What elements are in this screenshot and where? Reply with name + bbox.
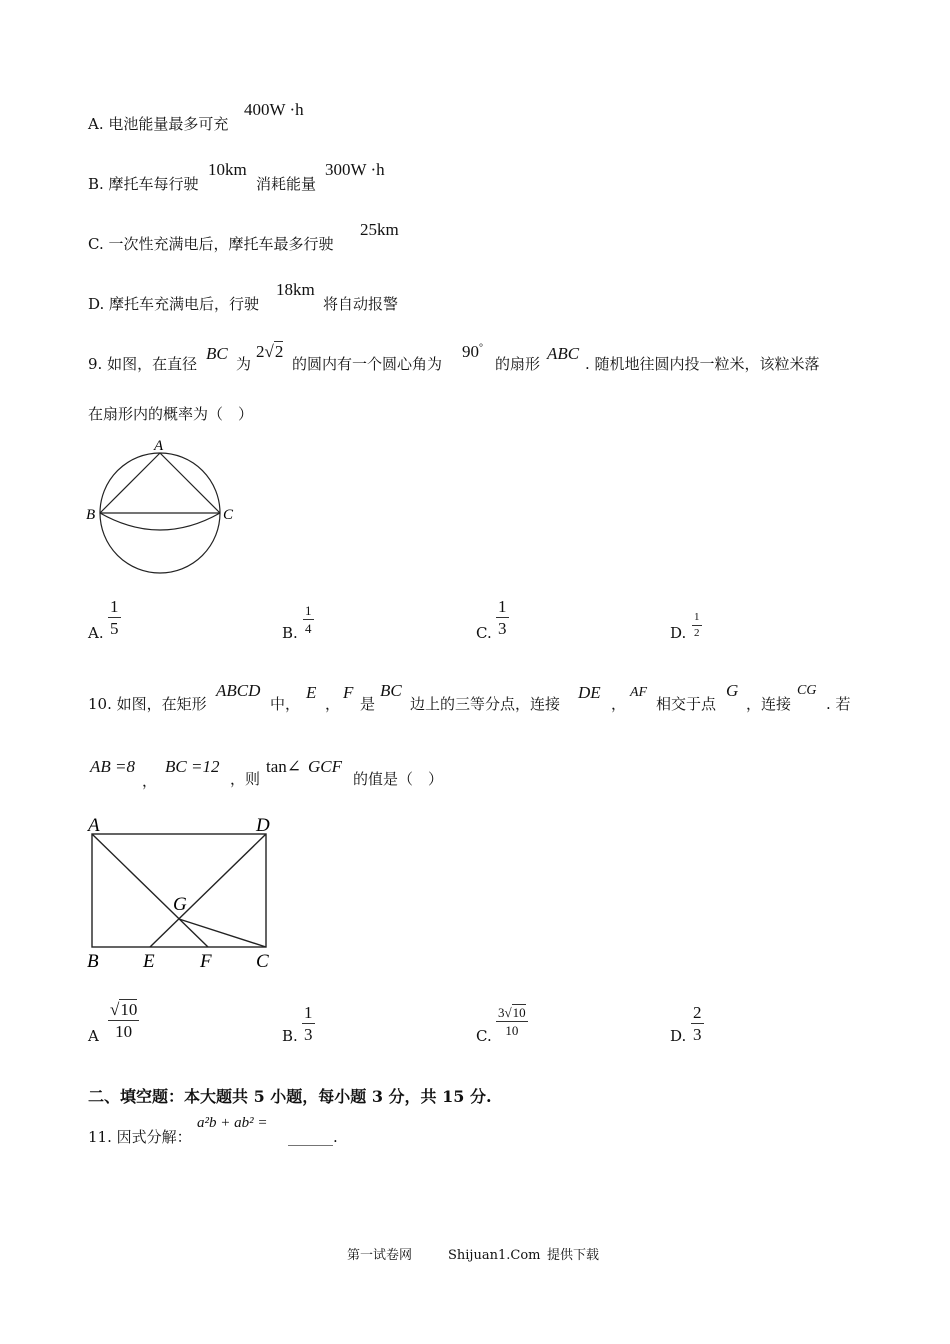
q9-figure xyxy=(84,432,244,580)
q10-label-a: A xyxy=(88,815,100,836)
q8-option-b-text2: 消耗能量 xyxy=(256,175,317,193)
q10-text-9: 的值是（ ） xyxy=(353,770,444,788)
q10-label-c: C xyxy=(256,951,269,972)
q10-math-bc12: BC =12 xyxy=(165,757,220,776)
q8-option-b-math1: 10km xyxy=(208,160,247,179)
q8-option-c-math: 25km xyxy=(360,220,399,239)
q10-math-bc: BC xyxy=(380,681,402,700)
section-2-title: 二、填空题：本大题共 5 小题，每小题 3 分，共 15 分. xyxy=(88,1087,492,1106)
q9-math-abc: ABC xyxy=(547,344,580,363)
q9-option-b-frac: 1 4 xyxy=(305,603,312,636)
footer-right: 提供下载 xyxy=(547,1248,600,1263)
q10-text-8: ，则 xyxy=(230,770,261,788)
q9-text-3: 的圆内有一个圆心角为 xyxy=(292,355,443,373)
q10-option-d-label: D. xyxy=(670,1027,687,1045)
q8-option-a-math: 400W ·h xyxy=(244,100,304,119)
q10-math-e: E xyxy=(306,683,317,702)
q10-label-g: G xyxy=(173,894,187,915)
q8-option-a-text: A. 电池能量最多可充 xyxy=(88,115,229,133)
q10-option-b-frac: 1 3 xyxy=(304,1003,313,1044)
q8-option-c-text: C. 一次性充满电后，摩托车最多行驶 xyxy=(88,235,334,253)
q9-math-diameter: 2√2 xyxy=(256,342,284,361)
q8-option-d-text2: 将自动报警 xyxy=(323,295,399,313)
q10-text-2: 中， xyxy=(270,695,301,713)
q9-math-angle: 90° xyxy=(462,342,483,361)
q9-label-b: B xyxy=(86,507,96,523)
q9-text-4: 的扇形 xyxy=(495,355,541,373)
q9-text-5: . 随机地往圆内投一粒米，该粒米落 xyxy=(585,355,820,373)
q9-option-b-label: B. xyxy=(282,624,298,642)
q9-text-line2: 在扇形内的概率为（ ） xyxy=(88,405,254,423)
q10-label-b: B xyxy=(87,951,99,972)
q10-math-af: AF xyxy=(630,685,648,700)
q10-rectangle xyxy=(92,834,266,947)
q11-expression: a²b + ab² = xyxy=(197,1115,268,1131)
q10-text-3: 是 xyxy=(360,695,376,713)
q10-option-c-label: C. xyxy=(476,1027,492,1045)
q9-option-d-label: D. xyxy=(670,624,687,642)
q10-math-tan: tan∠ xyxy=(266,757,302,776)
q10-option-a-label: A xyxy=(88,1027,99,1045)
q10-math-g: G xyxy=(726,681,739,700)
q10-label-f: F xyxy=(200,951,212,972)
q9-label-a: A xyxy=(154,438,164,454)
q8-option-d-text: D. 摩托车充满电后，行驶 xyxy=(88,295,260,313)
q10-option-c-frac: 3√10 10 xyxy=(498,1005,526,1038)
footer-left: 第一试卷网 xyxy=(347,1248,413,1263)
q10-text-5: 相交于点 xyxy=(656,695,717,713)
q10-figure xyxy=(84,812,284,974)
q10-math-abcd: ABCD xyxy=(216,681,261,700)
q9-option-a-label: A. xyxy=(88,624,104,642)
q10-option-d-frac: 2 3 xyxy=(693,1003,702,1044)
q10-text-6: ，连接 xyxy=(746,695,792,713)
q9-option-c-frac: 1 3 xyxy=(498,597,507,638)
q11-answer-blank[interactable]: ______. xyxy=(288,1128,338,1146)
q8-option-b-text: B. 摩托车每行驶 xyxy=(88,175,199,193)
q10-math-f: F xyxy=(343,683,354,702)
q10-option-a-frac: √10 10 xyxy=(110,1000,138,1041)
q10-line-cg xyxy=(179,919,266,947)
q10-comma-3: ， xyxy=(142,772,158,790)
q10-label-e: E xyxy=(143,951,155,972)
q8-option-b-math2: 300W ·h xyxy=(325,160,385,179)
q10-comma-2: ， xyxy=(611,695,627,713)
q10-line-af xyxy=(92,834,208,947)
q9-option-a-frac: 1 5 xyxy=(110,597,119,638)
q9-math-bc: BC xyxy=(206,344,228,363)
q10-comma-1: ， xyxy=(325,695,341,713)
q9-label-c: C xyxy=(223,507,234,523)
q10-text-4: 边上的三等分点，连接 xyxy=(410,695,561,713)
q11-text: 11. 因式分解： xyxy=(88,1128,192,1146)
q9-option-c-label: C. xyxy=(476,624,492,642)
q10-text-1: 10. 如图，在矩形 xyxy=(88,695,207,713)
footer-site: Shijuan1.Com xyxy=(448,1248,541,1263)
q9-line-ac xyxy=(160,453,220,513)
q9-text-1: 9. 如图，在直径 xyxy=(88,355,198,373)
q9-sector-arc xyxy=(100,513,220,530)
q10-text-7: . 若 xyxy=(826,695,851,713)
q10-math-cg: CG xyxy=(797,683,817,698)
q10-math-gcf: GCF xyxy=(308,757,342,776)
q9-line-ab xyxy=(100,453,160,513)
q10-math-ab8: AB =8 xyxy=(90,757,135,776)
q8-option-d-math: 18km xyxy=(276,280,315,299)
q10-math-de: DE xyxy=(578,683,601,702)
q9-option-d-frac: 1 2 xyxy=(694,611,700,639)
q10-label-d: D xyxy=(256,815,270,836)
q9-text-2: 为 xyxy=(236,355,252,373)
q10-line-de xyxy=(150,834,266,947)
q10-option-b-label: B. xyxy=(282,1027,298,1045)
